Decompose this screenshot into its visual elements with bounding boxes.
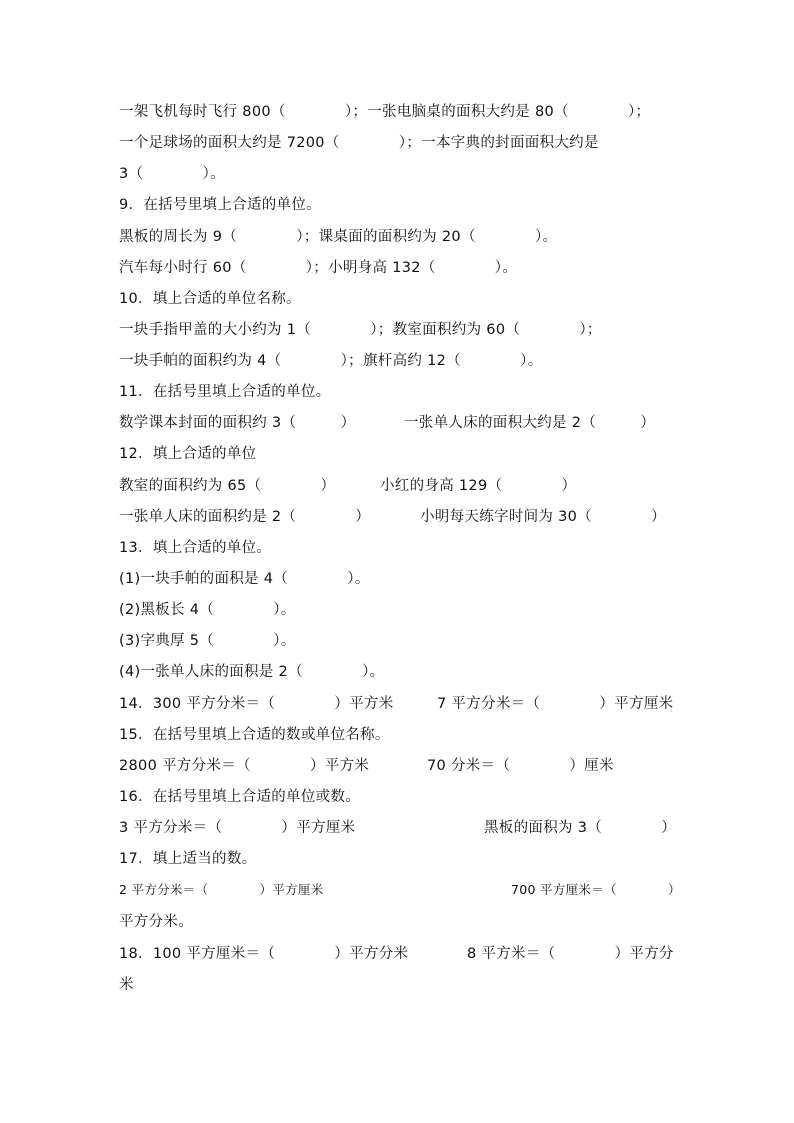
text-segment: 一个足球场的面积大约是 7200（ ）；一本字典的封面面积大约是 bbox=[119, 135, 599, 151]
text-segment: (1)一块手帕的面积是 4（ ）。 bbox=[119, 571, 370, 587]
text-segment: 3（ ）。 bbox=[119, 166, 225, 182]
text-segment: 一块手指甲盖的大小约为 1（ ）；教室面积约为 60（ ）； bbox=[119, 322, 602, 338]
text-segment: (3)字典厚 5（ ）。 bbox=[119, 633, 296, 649]
text-segment: 一块手帕的面积约为 4（ ）；旗杆高约 12（ ）。 bbox=[119, 353, 543, 369]
text-segment: 黑板的周长为 9（ ）；课桌面的面积约为 20（ ）。 bbox=[119, 229, 558, 245]
text-segment: (2)黑板长 4（ ）。 bbox=[119, 602, 296, 618]
text-segment: 11．在括号里填上合适的单位。 bbox=[119, 384, 331, 400]
text-segment: (4)一张单人床的面积是 2（ ）。 bbox=[119, 664, 385, 680]
text-segment: 一架飞机每时飞行 800（ ）；一张电脑桌的面积大约是 80（ ）； bbox=[119, 104, 651, 120]
text-segment: 13．填上合适的单位。 bbox=[119, 540, 272, 556]
text-segment: 12．填上合适的单位 bbox=[119, 446, 257, 462]
text-segment: 16．在括号里填上合适的单位或数。 bbox=[119, 789, 361, 805]
text-segment: 3 平方分米＝（ ）平方厘米 bbox=[119, 820, 356, 836]
text-segment: 汽车每小时行 60（ ）；小明身高 132（ ）。 bbox=[119, 260, 518, 276]
text-segment: 一张单人床的面积约是 2（ ） bbox=[119, 509, 371, 525]
text-segment: 14．300 平方分米＝（ ）平方米 bbox=[119, 696, 394, 712]
text-segment: 小红的身高 129（ ） bbox=[380, 478, 577, 494]
text-segment: 2 平方分米＝（ ）平方厘米 bbox=[119, 882, 324, 897]
text-segment: 70 分米＝（ ）厘米 bbox=[427, 758, 614, 774]
text-segment: 9．在括号里填上合适的单位。 bbox=[119, 197, 321, 213]
text-segment: 18．100 平方厘米＝（ ）平方分米 bbox=[119, 946, 409, 962]
text-segment: 一张单人床的面积大约是 2（ ） bbox=[404, 415, 656, 431]
text-segment: 数学课本封面的面积约 3（ ） bbox=[119, 415, 356, 431]
text-segment: 15．在括号里填上合适的数或单位名称。 bbox=[119, 727, 390, 743]
text-segment: 平方分米。 bbox=[119, 914, 193, 930]
text-segment: 2800 平方分米＝（ ）平方米 bbox=[119, 758, 370, 774]
text-segment: 小明每天练字时间为 30（ ） bbox=[420, 509, 666, 525]
text-segment: 10．填上合适的单位名称。 bbox=[119, 291, 301, 307]
text-segment: 700 平方厘米＝（ ） bbox=[511, 882, 681, 897]
text-segment: 米 bbox=[119, 977, 134, 993]
text-segment: 教室的面积约为 65（ ） bbox=[119, 478, 336, 494]
text-segment: 17．填上适当的数。 bbox=[119, 851, 257, 867]
text-segment: 7 平方分米＝（ ）平方厘米 bbox=[437, 696, 674, 712]
text-segment: 8 平方米＝（ ）平方分 bbox=[467, 946, 674, 962]
text-segment: 黑板的面积为 3（ ） bbox=[484, 820, 677, 836]
